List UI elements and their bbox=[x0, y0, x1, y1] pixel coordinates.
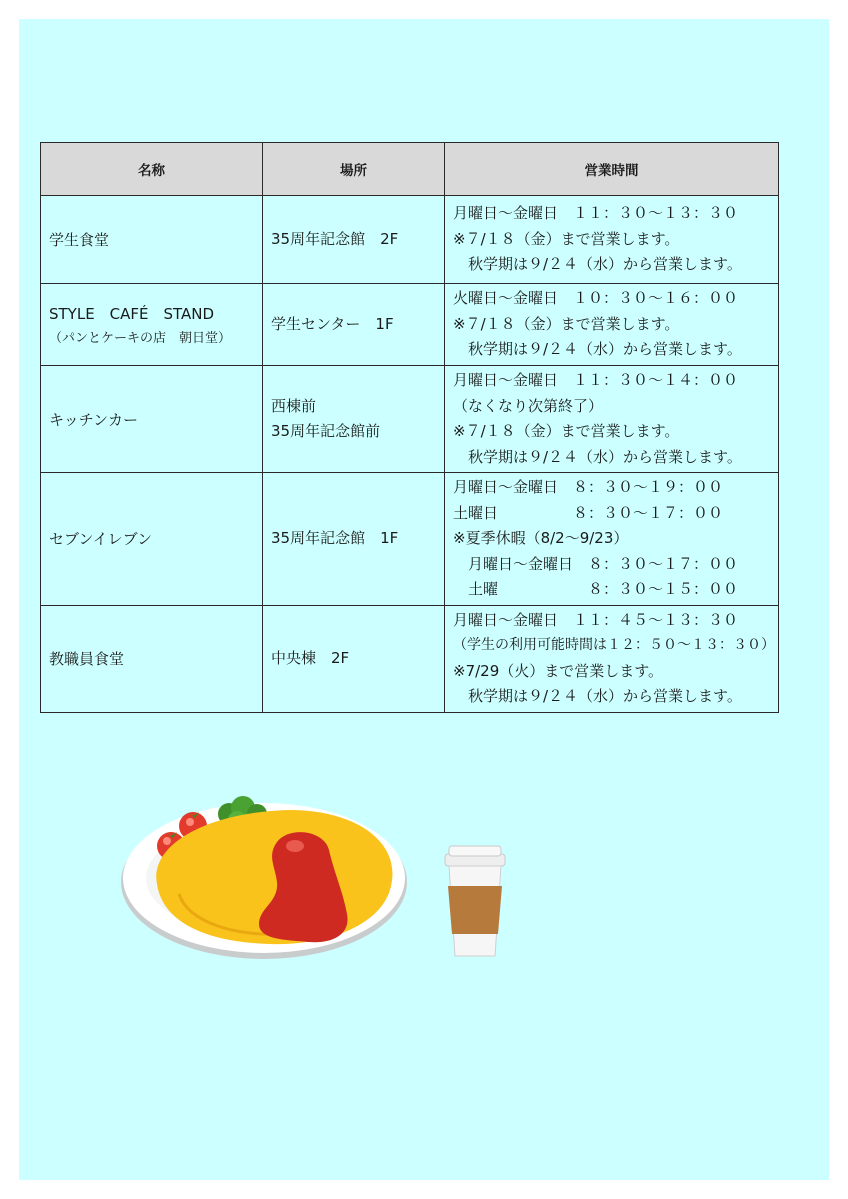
hours-line: 秋学期は９/２４（水）から営業します。 bbox=[453, 687, 742, 705]
table-row bbox=[41, 473, 779, 606]
hours-line: 火曜日～金曜日 １０：３０～１６：００ bbox=[453, 289, 739, 308]
place-line: 中央棟 2F bbox=[271, 648, 350, 667]
header-hours: 営業時間 bbox=[445, 143, 779, 196]
row-place bbox=[263, 366, 445, 473]
row-name-subtitle: （パンとケーキの店 朝日堂） bbox=[49, 331, 232, 346]
row-name-text: 学生食堂 bbox=[49, 231, 110, 249]
hours-line: 秋学期は９/２４（水）から営業します。 bbox=[453, 447, 742, 466]
row-place bbox=[263, 284, 445, 366]
table-row bbox=[41, 284, 779, 366]
hours-line: 月曜日～金曜日 １１：４５～１３：３０ bbox=[453, 610, 739, 629]
row-hours bbox=[445, 473, 779, 606]
row-place bbox=[263, 473, 445, 606]
place-line: 35周年記念館 1F bbox=[271, 529, 399, 547]
hours-line: 月曜日～金曜日 １１：３０～１４：００ bbox=[453, 371, 739, 389]
table-row bbox=[41, 605, 779, 712]
row-hours bbox=[445, 366, 779, 473]
hours-line: 月曜日～金曜日 ８：３０～１７：００ bbox=[453, 554, 739, 573]
table-header-row bbox=[41, 143, 779, 196]
row-place bbox=[263, 605, 445, 712]
row-name bbox=[41, 473, 263, 606]
place-line: 35周年記念館 2F bbox=[271, 229, 399, 248]
row-hours bbox=[445, 284, 779, 366]
hours-line: ※７/１８（金）まで営業します。 bbox=[453, 422, 680, 440]
hours-line: 秋学期は９/２４（水）から営業します。 bbox=[453, 340, 742, 359]
hours-line: 土曜 ８：３０～１５：００ bbox=[453, 580, 739, 598]
header-place: 場所 bbox=[263, 143, 445, 196]
hours-line: 土曜日 ８：３０～１７：００ bbox=[453, 503, 724, 522]
place-line: 西棟前 bbox=[271, 396, 317, 415]
row-name bbox=[41, 605, 263, 712]
hours-line: ※７/１８（金）まで営業します。 bbox=[453, 314, 680, 333]
page bbox=[19, 19, 829, 1180]
hours-line: 月曜日～金曜日 ８：３０～１９：００ bbox=[453, 478, 724, 496]
row-place bbox=[263, 196, 445, 284]
row-hours bbox=[445, 196, 779, 284]
place-line: 学生センター 1F bbox=[271, 314, 394, 333]
coffee-cup-icon bbox=[445, 846, 505, 956]
hours-line: （学生の利用可能時間は１２：５０～１３：３０） bbox=[453, 637, 775, 653]
row-hours bbox=[445, 605, 779, 712]
row-name-text: 教職員食堂 bbox=[49, 650, 125, 668]
row-name bbox=[41, 366, 263, 473]
place-line: 35周年記念館前 bbox=[271, 422, 381, 440]
omelet-rice-plate-icon bbox=[121, 796, 407, 959]
row-name-text: STYLE CAFÉ STAND bbox=[49, 305, 215, 323]
header-name: 名称 bbox=[41, 143, 263, 196]
row-name bbox=[41, 284, 263, 366]
hours-line: 秋学期は９/２４（水）から営業します。 bbox=[453, 255, 742, 274]
hours-line: ※夏季休暇（8/2～9/23） bbox=[453, 529, 629, 547]
hours-line: ※７/１８（金）まで営業します。 bbox=[453, 229, 680, 248]
table-row bbox=[41, 196, 779, 284]
hours-line: ※7/29（火）まで営業します。 bbox=[453, 661, 664, 680]
table-row bbox=[41, 366, 779, 473]
hours-line: 月曜日～金曜日 １１：３０～１３：３０ bbox=[453, 204, 739, 223]
row-name bbox=[41, 196, 263, 284]
hours-line: （なくなり次第終了） bbox=[453, 396, 604, 415]
hours-table bbox=[40, 142, 779, 713]
row-name-text: セブンイレブン bbox=[49, 530, 153, 549]
row-name-text: キッチンカー bbox=[49, 410, 138, 429]
food-illustration bbox=[119, 774, 519, 974]
